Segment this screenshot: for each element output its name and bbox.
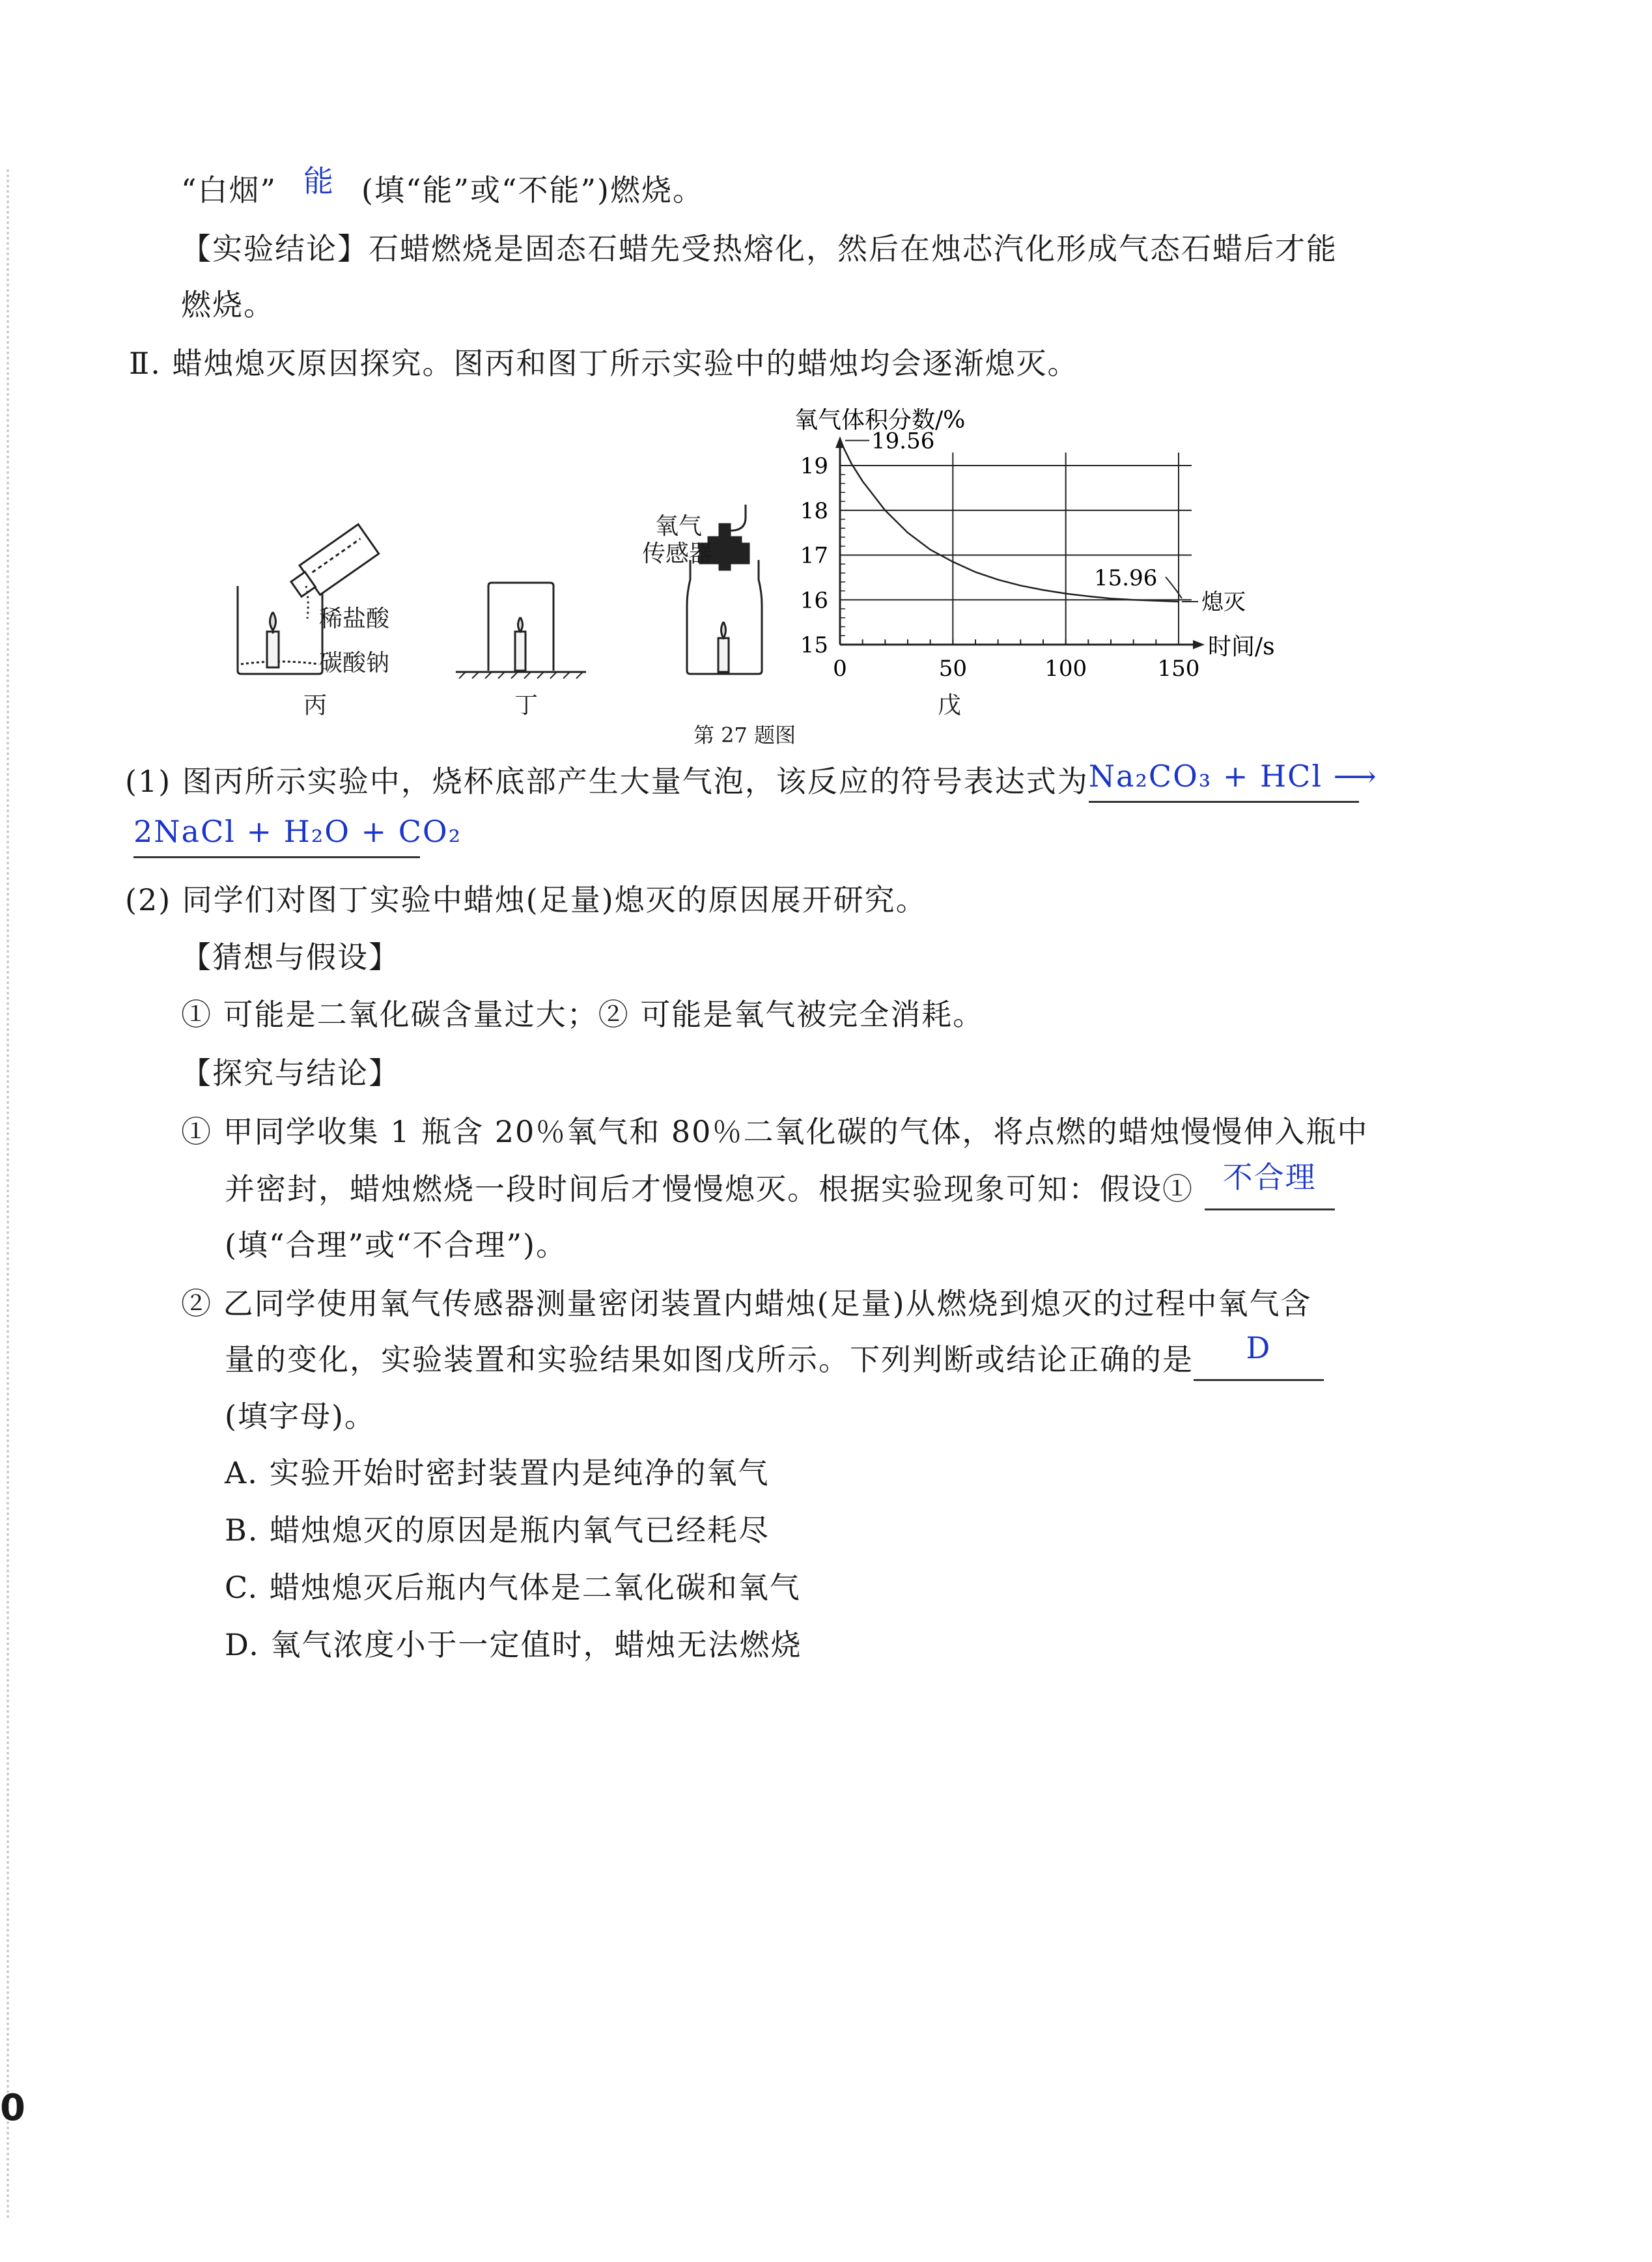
x-tick-label: 100 [1044, 656, 1087, 682]
q2-intro: (2) 同学们对图丁实验中蜡烛(足量)熄灭的原因展开研究。 [125, 882, 927, 917]
acid-label: 稀盐酸 [319, 606, 390, 632]
extinguish-label: 熄灭 [1201, 589, 1246, 615]
conclusion-line-2: 燃烧。 [181, 287, 275, 322]
option-c: C. 蜡烛熄灭后瓶内气体是二氧化碳和氧气 [225, 1570, 801, 1605]
y-tick-label: 17 [800, 542, 828, 569]
smoke-suffix: (填“能”或“不能”)燃烧。 [361, 173, 705, 208]
section-2-title: Ⅱ. 蜡烛熄灭原因探究。图丙和图丁所示实验中的蜡烛均会逐渐熄灭。 [129, 346, 1079, 381]
figure-ding-label: 丁 [514, 692, 539, 719]
p2-line-3: (填字母)。 [225, 1399, 376, 1434]
q1-text: (1) 图丙所示实验中，烧杯底部产生大量气泡，该反应的符号表达式为 [125, 764, 1089, 799]
smoke-line [181, 163, 705, 210]
p2-line-2 [225, 1330, 1324, 1381]
y-tick-label: 16 [800, 587, 828, 614]
hypothesis-text: ① 可能是二氧化碳含量过大；② 可能是氧气被完全消耗。 [181, 997, 985, 1032]
p1-text-2: 并密封，蜡烛燃烧一段时间后才慢慢熄灭。根据实验现象可知：假设① [225, 1171, 1194, 1207]
x-tick-label: 50 [938, 656, 967, 682]
oxygen-chart [768, 394, 1302, 687]
binding-margin [7, 169, 9, 2220]
q1-line-2 [133, 814, 462, 858]
x-tick-label: 150 [1157, 656, 1200, 682]
y-axis-label: 氧气体积分数/% [794, 407, 966, 434]
q1-answer-1: Na₂CO₃ + HCl ⟶ [1088, 759, 1378, 794]
x-axis-label: 时间/s [1208, 634, 1275, 660]
conclusion-tag: 【实验结论】 [181, 231, 369, 266]
figure-bing-label: 丙 [303, 692, 328, 719]
hypothesis-tag: 【猜想与假设】 [181, 940, 400, 975]
q1-blank-1 [1088, 759, 1378, 803]
option-a: A. 实验开始时密封装置内是纯净的氧气 [225, 1455, 770, 1490]
annotation-start-label: 19.56 [871, 428, 935, 454]
y-tick-label: 19 [800, 453, 828, 479]
smoke-prefix: “白烟” [181, 173, 277, 208]
y-tick-label: 15 [800, 632, 828, 658]
q1-answer-2: 2NaCl + H₂O + CO₂ [133, 814, 462, 849]
conclusion-line-1 [181, 229, 1337, 268]
p2-line-1: ② 乙同学使用氧气传感器测量密闭装置内蜡烛(足量)从燃烧到熄灭的过程中氧气含 [181, 1286, 1312, 1321]
figure-wu-label: 戊 [938, 692, 962, 719]
p1-answer: 不合理 [1222, 1160, 1317, 1195]
figure-caption: 第 27 题图 [693, 723, 796, 747]
p2-blank [1194, 1330, 1324, 1381]
option-d: D. 氧气浓度小于一定值时，蜡烛无法燃烧 [225, 1627, 802, 1662]
p1-line-2 [225, 1160, 1335, 1210]
carbonate-label: 碳酸钠 [319, 650, 390, 677]
conclusion-text-1: 石蜡燃烧是固态石蜡先受热熔化，然后在烛芯汽化形成气态石蜡后才能 [369, 231, 1337, 266]
sensor-label-1: 氧气 [655, 513, 703, 540]
page-number: 0 [0, 2087, 25, 2129]
p1-line-1: ① 甲同学收集 1 瓶含 20％氧气和 80％二氧化碳的气体，将点燃的蜡烛慢慢伸入瓶中 [181, 1114, 1369, 1149]
p2-text-2: 量的变化，实验装置和实验结果如图戊所示。下列判断或结论正确的是 [225, 1342, 1194, 1377]
sensor-label-2: 传感器 [642, 540, 713, 567]
annotation-end-label: 15.96 [1094, 565, 1158, 591]
p1-blank [1205, 1160, 1335, 1210]
option-b: B. 蜡烛熄灭的原因是瓶内氧气已经耗尽 [225, 1513, 770, 1548]
y-tick-label: 18 [800, 497, 828, 524]
q1-blank-2 [133, 814, 462, 858]
x-tick-label: 0 [833, 656, 847, 682]
annotation-end-leader [1166, 577, 1182, 598]
p2-answer: D [1246, 1330, 1272, 1365]
jar-ding-icon [456, 583, 586, 678]
p1-line-3: (填“合理”或“不合理”)。 [225, 1227, 567, 1263]
q1-line [125, 759, 1378, 803]
smoke-answer: 能 [303, 163, 335, 199]
x-axis-arrow [1193, 640, 1205, 649]
inquiry-tag: 【探究与结论】 [181, 1055, 400, 1091]
